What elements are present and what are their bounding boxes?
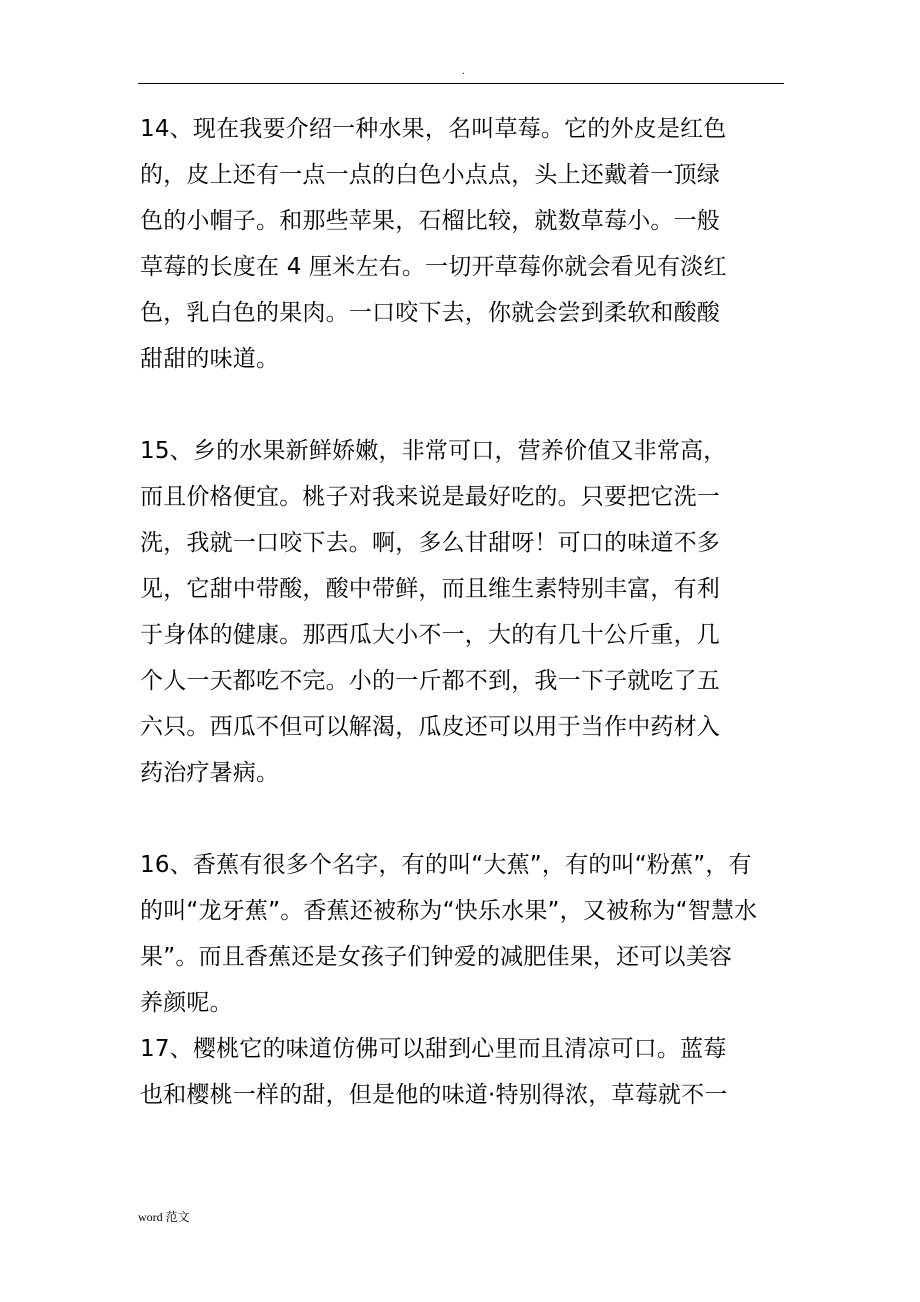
text-line: 16、香蕉有很多个名字，有的叫“大蕉”，有的叫“粉蕉”，有 <box>140 852 752 878</box>
text-line: 的，皮上还有一点一点的白色小点点，头上还戴着一顶绿 <box>140 162 720 188</box>
paragraph-16 <box>140 842 790 1026</box>
text-line: 的叫“龙牙蕉”。香蕉还被称为“快乐水果”，又被称为“智慧水 <box>140 898 758 924</box>
text-line: 也和樱桃一样的甜，但是他的味道·特别得浓，草莓就不一 <box>140 1082 728 1108</box>
paragraph-17 <box>140 1026 790 1118</box>
text-line: 养颜呢。 <box>140 990 233 1016</box>
paragraph-15 <box>140 428 790 796</box>
text-line: 14、现在我要介绍一种水果，名叫草莓。它的外皮是红色 <box>140 116 727 142</box>
document-body <box>140 106 790 1118</box>
text-line: 17、樱桃它的味道仿佛可以甜到心里而且清凉可口。蓝莓 <box>140 1036 727 1062</box>
text-line: 个人一天都吃不完。小的一斤都不到，我一下子就吃了五 <box>140 668 720 694</box>
text-line: 果”。而且香蕉还是女孩子们钟爱的减肥佳果，还可以美容 <box>140 944 733 970</box>
text-line: 15、乡的水果新鲜娇嫩，非常可口，营养价值又非常高， <box>140 438 727 464</box>
text-line: 甜甜的味道。 <box>140 346 280 372</box>
paragraph-14 <box>140 106 790 382</box>
header-divider <box>138 83 784 84</box>
text-line: 草莓的长度在 4 厘米左右。一切开草莓你就会看见有淡红 <box>140 254 727 280</box>
text-line: 六只。西瓜不但可以解渴，瓜皮还可以用于当作中药材入 <box>140 714 720 740</box>
text-line: 而且价格便宜。桃子对我来说是最好吃的。只要把它洗一 <box>140 484 720 510</box>
text-line: 于身体的健康。那西瓜大小不一，大的有几十公斤重，几 <box>140 622 720 648</box>
header-mark: . <box>462 66 465 77</box>
text-line: 色的小帽子。和那些苹果，石榴比较，就数草莓小。一般 <box>140 208 720 234</box>
text-line: 洗，我就一口咬下去。啊，多么甘甜呀！可口的味道不多 <box>140 530 720 556</box>
footer-label: word 范文 <box>138 1210 190 1224</box>
text-line: 药治疗暑病。 <box>140 760 280 786</box>
text-line: 色，乳白色的果肉。一口咬下去，你就会尝到柔软和酸酸 <box>140 300 720 326</box>
text-line: 见，它甜中带酸，酸中带鲜，而且维生素特别丰富，有利 <box>140 576 720 602</box>
